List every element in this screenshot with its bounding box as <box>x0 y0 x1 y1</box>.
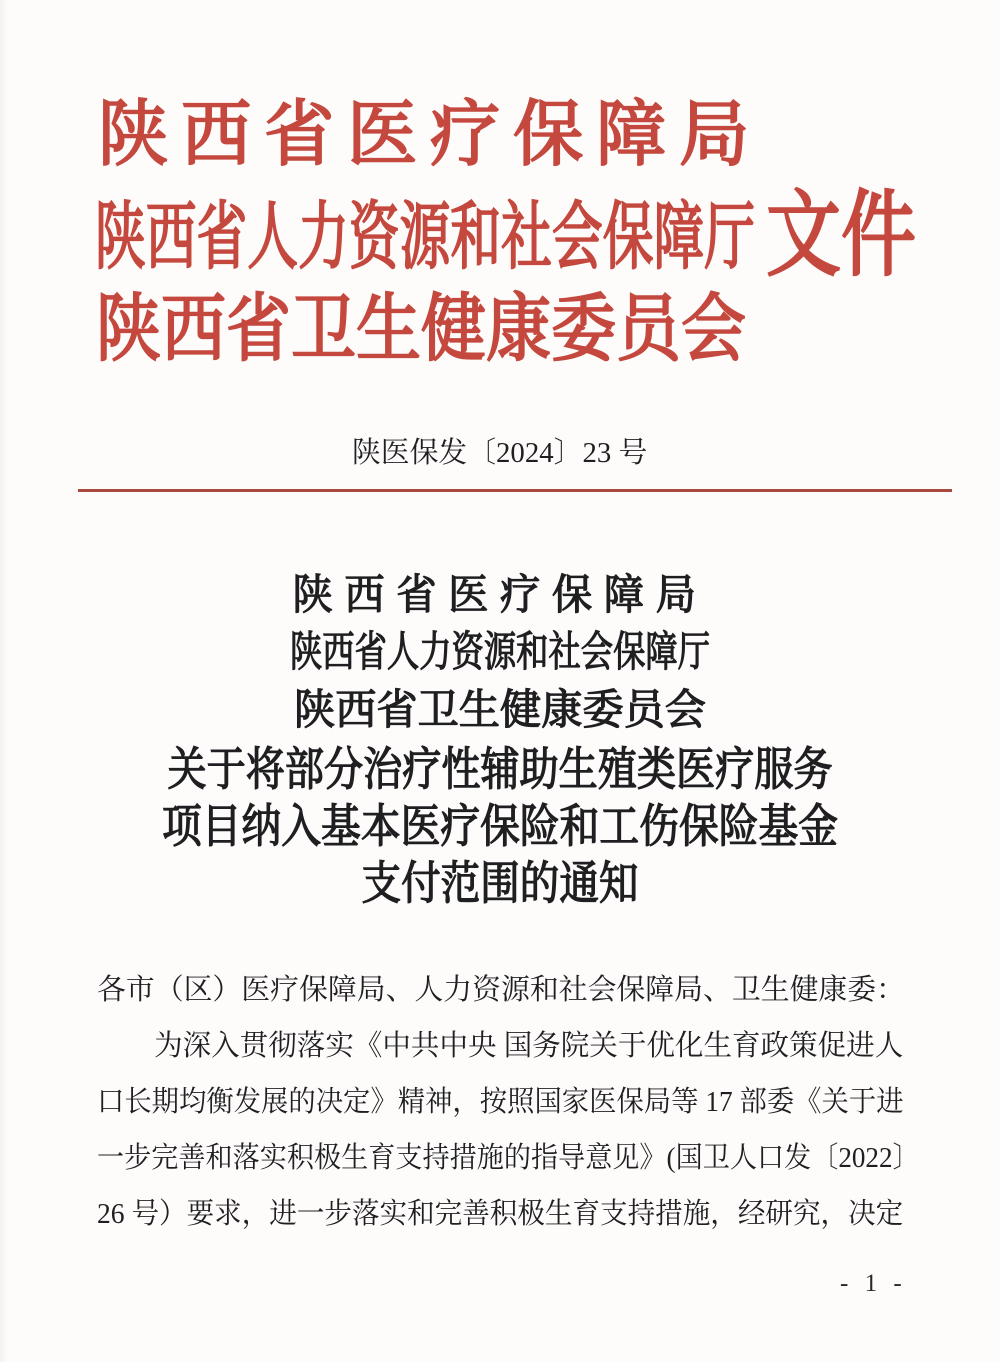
letterhead-org-line-1 <box>98 94 778 177</box>
letterhead-org-3-text: 陕西省卫生健康委员会 <box>96 289 746 371</box>
page-number <box>840 1270 907 1298</box>
title-line-5-text: 项目纳入基本医疗保险和工伤保险基金 <box>162 801 838 852</box>
title-line-6 <box>0 857 1000 910</box>
title-line-4 <box>0 743 1000 796</box>
body-line-4-text: 26 号）要求，进一步落实和完善积极生育支持措施，经研究，决定 <box>97 1198 904 1230</box>
page-number-text: - 1 - <box>840 1270 907 1297</box>
body-text-block <box>97 962 927 1242</box>
body-paragraph-line-4 <box>97 1186 927 1242</box>
body-paragraph-line-2 <box>97 1074 927 1130</box>
letterhead-org-1-text: 陕西省医疗保障局 <box>98 95 763 175</box>
doc-type-text: 文件 <box>766 184 917 288</box>
letterhead-doc-type-label <box>766 182 954 290</box>
title-line-3 <box>0 687 1000 735</box>
doc-number-line <box>0 437 1000 470</box>
letterhead-org-2-text: 陕西省人力资源和社会保障厅 <box>95 197 755 279</box>
doc-number-text: 陕医保发〔2024〕23 号 <box>352 437 648 469</box>
title-line-2 <box>0 629 1000 677</box>
title-line-1 <box>0 572 1000 620</box>
body-line-2-text: 口长期均衡发展的决定》精神，按照国家医保局等 17 部委《关于进 <box>97 1086 904 1118</box>
title-line-1-text: 陕西省医疗保障局 <box>292 573 708 619</box>
body-paragraph-line-1 <box>97 1018 927 1074</box>
title-line-6-text: 支付范围的通知 <box>361 858 639 909</box>
letterhead-org-line-3 <box>96 288 836 373</box>
title-line-3-text: 陕西省卫生健康委员会 <box>293 688 706 734</box>
salutation-line <box>97 962 927 1018</box>
body-line-3-text: 一步完善和落实积极生育支持措施的指导意见》(国卫人口发〔2022〕 <box>97 1142 920 1174</box>
title-line-2-text: 陕西省人力资源和社会保障厅 <box>289 630 710 676</box>
red-divider-rule <box>78 489 952 492</box>
body-paragraph-line-3 <box>97 1130 927 1186</box>
body-line-1-text: 为深入贯彻落实《中共中央 国务院关于优化生育政策促进人 <box>154 1030 904 1062</box>
title-line-4-text: 关于将部分治疗性辅助生殖类医疗服务 <box>167 744 833 795</box>
title-line-5 <box>0 800 1000 853</box>
salutation-text: 各市（区）医疗保障局、人力资源和社会保障局、卫生健康委： <box>97 974 906 1006</box>
